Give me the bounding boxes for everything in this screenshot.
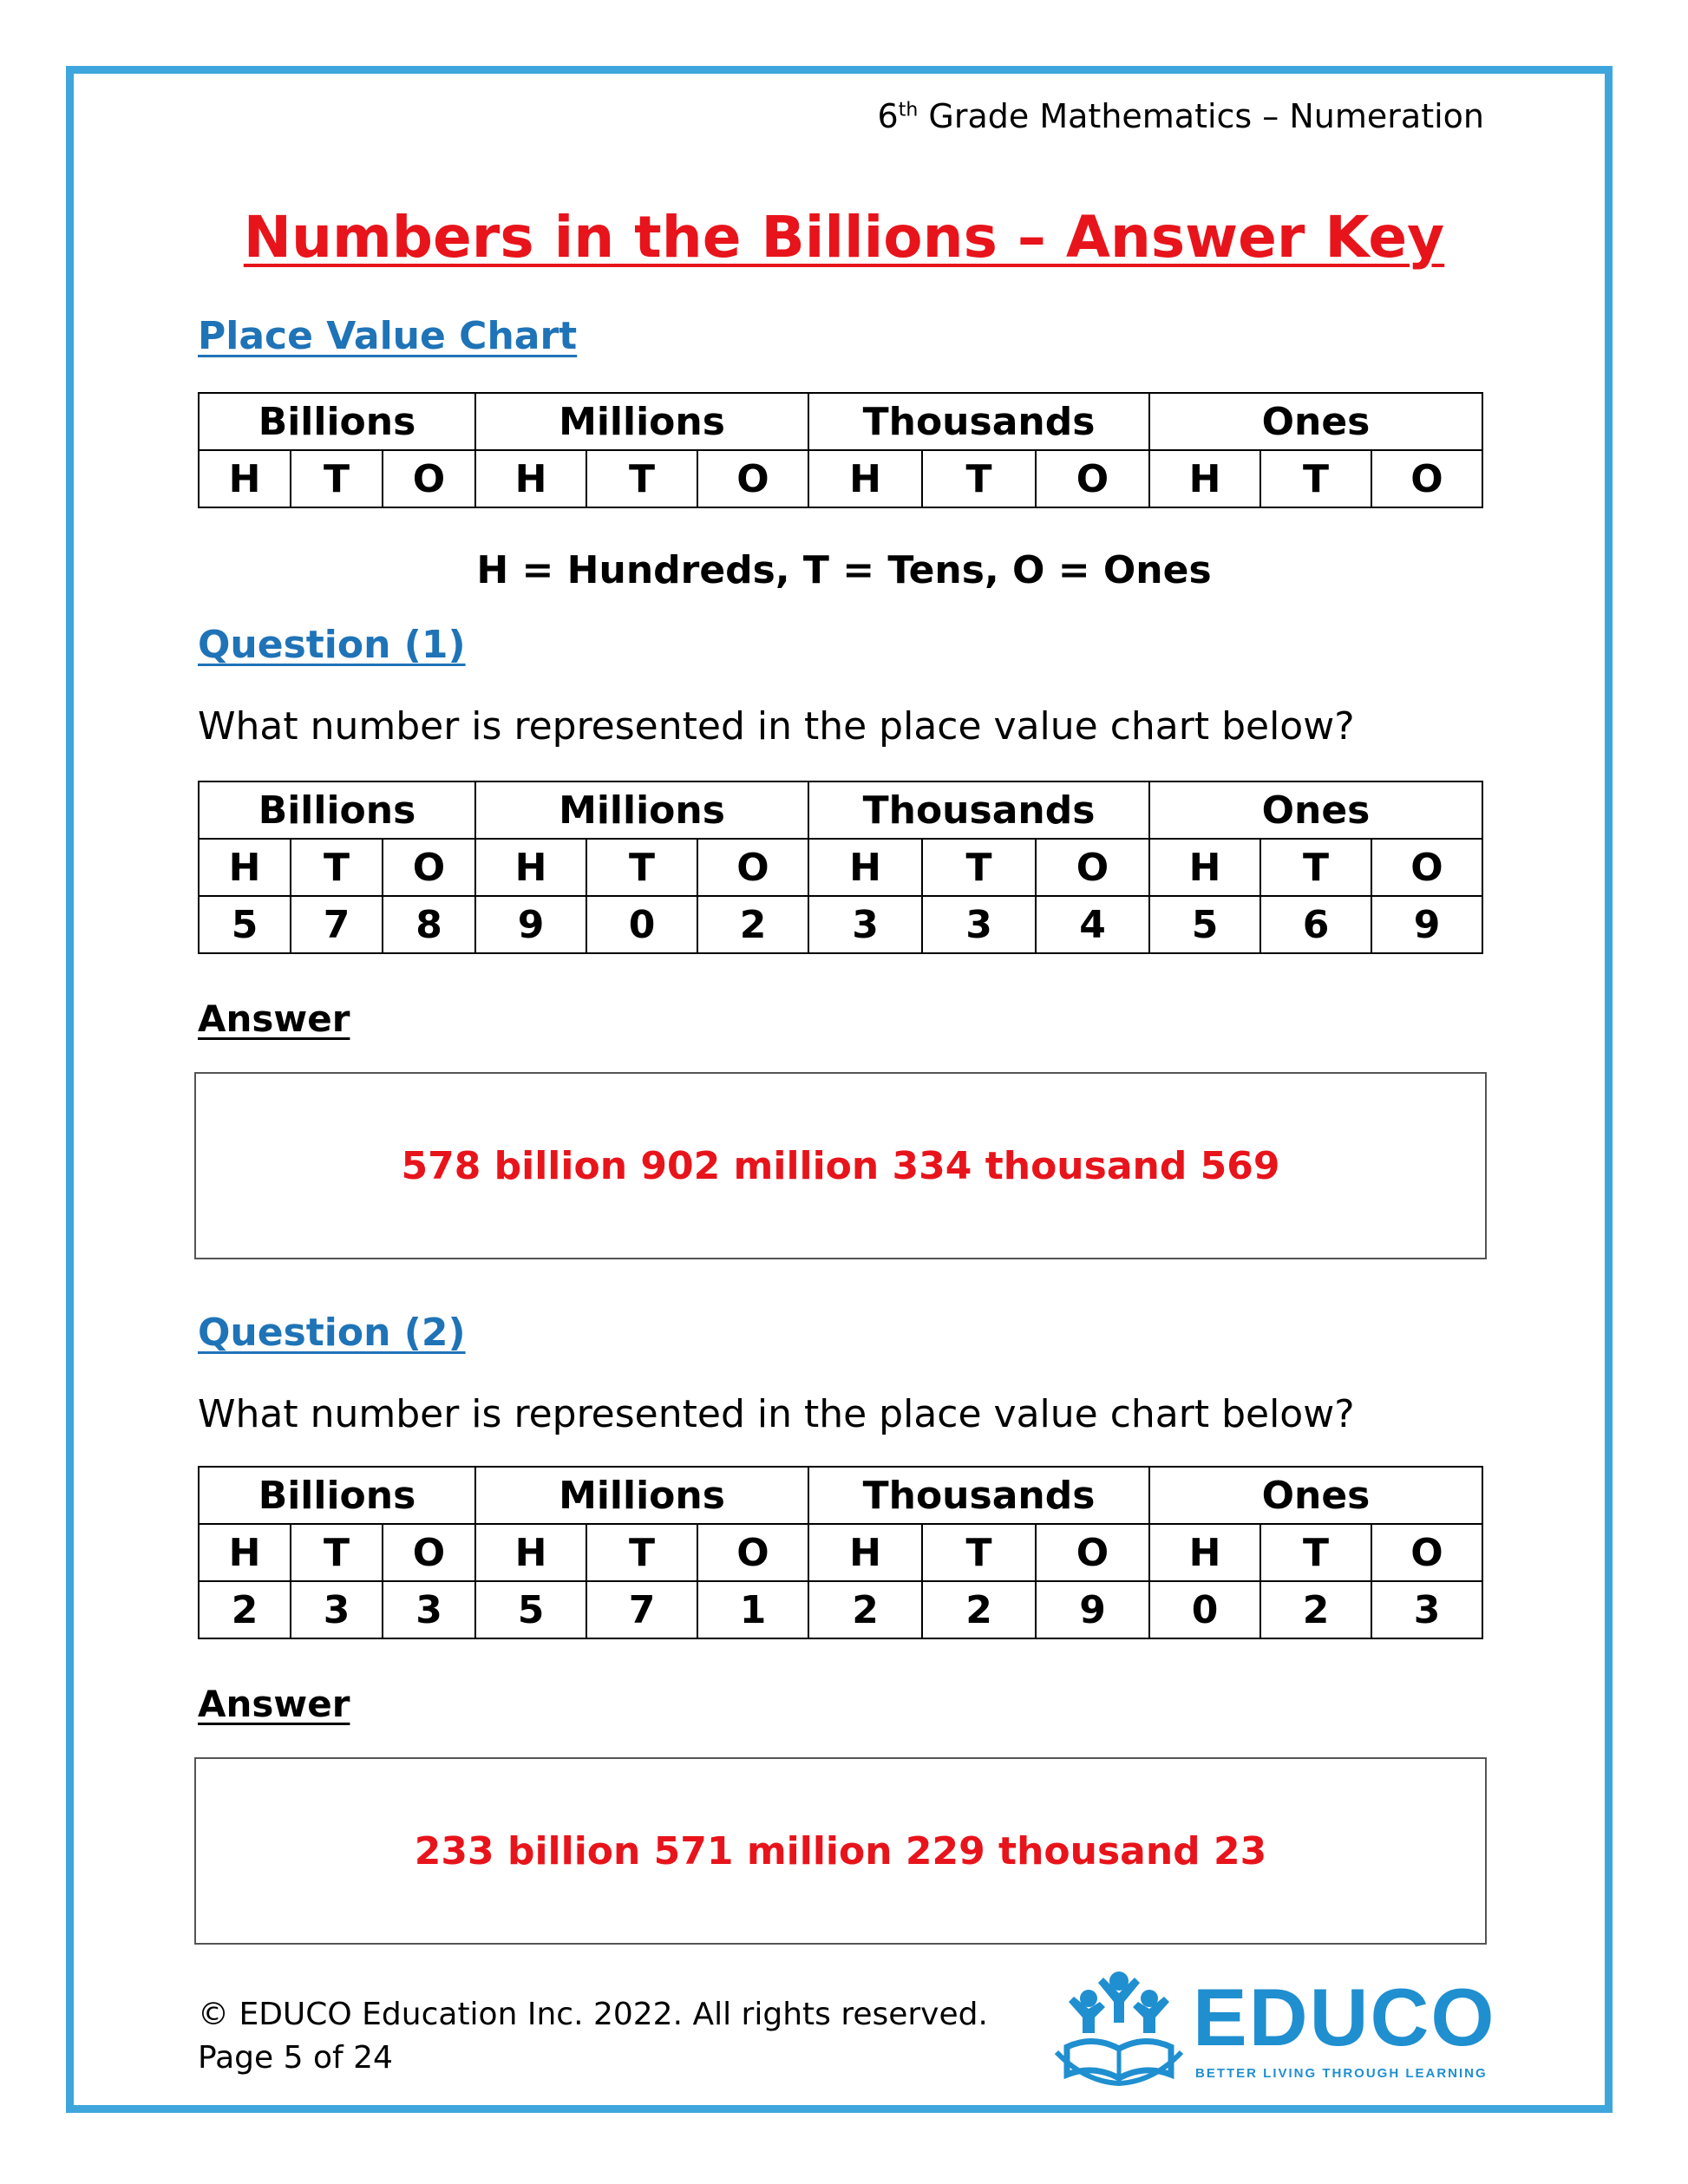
- column-header: H: [475, 450, 586, 507]
- group-millions: Millions: [475, 1467, 808, 1524]
- digit-cell: 2: [922, 1581, 1036, 1638]
- digit-cell: 3: [922, 896, 1036, 953]
- column-header: T: [291, 839, 383, 896]
- digit-cell: 8: [383, 896, 475, 953]
- question-2-answer-label: Answer: [198, 1683, 350, 1725]
- digit-cell: 3: [291, 1581, 383, 1638]
- question-2-answer-box: [194, 1757, 1487, 1945]
- question-2-heading: Question (2): [198, 1311, 466, 1355]
- column-header: T: [922, 450, 1036, 507]
- column-header: O: [1036, 839, 1149, 896]
- column-header: H: [475, 839, 586, 896]
- digit-cell: 2: [1260, 1581, 1371, 1638]
- column-header: T: [1260, 839, 1371, 896]
- question-1-answer-box: [194, 1072, 1487, 1259]
- digit-cell: 0: [1149, 1581, 1260, 1638]
- group-millions: Millions: [475, 781, 808, 839]
- column-header: H: [199, 450, 291, 507]
- column-header: O: [1036, 450, 1149, 507]
- digit-cell: 7: [291, 896, 383, 953]
- digit-cell: 9: [1036, 1581, 1149, 1638]
- column-header: T: [291, 450, 383, 507]
- question-1-chart: [198, 781, 1483, 954]
- educo-logo-tagline: BETTER LIVING THROUGH LEARNING: [1195, 2066, 1488, 2081]
- column-header: O: [1371, 450, 1482, 507]
- column-header: H: [808, 839, 922, 896]
- column-header: H: [475, 1524, 586, 1581]
- digit-cell: 4: [1036, 896, 1149, 953]
- column-header: T: [586, 450, 697, 507]
- digit-cell: 1: [697, 1581, 808, 1638]
- column-header: T: [586, 1524, 697, 1581]
- digit-cell: 3: [808, 896, 922, 953]
- digit-cell: 9: [1371, 896, 1482, 953]
- question-1-answer-label: Answer: [198, 997, 350, 1040]
- column-header: T: [291, 1524, 383, 1581]
- column-header: T: [922, 1524, 1036, 1581]
- column-header: O: [1036, 1524, 1149, 1581]
- digit-cell: 9: [475, 896, 586, 953]
- group-ones: Ones: [1149, 393, 1482, 450]
- question-2-prompt: What number is represented in the place value chart below?: [198, 1392, 1355, 1436]
- column-header: O: [1371, 839, 1482, 896]
- digit-cell: 2: [199, 1581, 291, 1638]
- column-header: H: [1149, 839, 1260, 896]
- place-value-heading: Place Value Chart: [198, 314, 578, 358]
- educo-logo-text: EDUCO: [1193, 1971, 1496, 2063]
- column-header: T: [922, 839, 1036, 896]
- digit-cell: 6: [1260, 896, 1371, 953]
- digit-cell: 3: [383, 1581, 475, 1638]
- digit-cell: 7: [586, 1581, 697, 1638]
- column-header: O: [697, 1524, 808, 1581]
- group-billions: Billions: [199, 393, 475, 450]
- educo-logo-icon: [1050, 1969, 1188, 2090]
- column-header: T: [1260, 1524, 1371, 1581]
- group-millions: Millions: [475, 393, 808, 450]
- column-header: T: [1260, 450, 1371, 507]
- header-subject: Grade Mathematics – Numeration: [928, 97, 1484, 135]
- group-thousands: Thousands: [808, 781, 1149, 839]
- place-value-legend: H = Hundreds, T = Tens, O = Ones: [476, 548, 1212, 592]
- page-number: Page 5 of 24: [198, 2040, 393, 2076]
- header-grade-suffix: th: [898, 99, 919, 121]
- header-grade: 6: [877, 97, 899, 135]
- column-header: O: [1371, 1524, 1482, 1581]
- column-header: H: [1149, 1524, 1260, 1581]
- educo-logo: [1050, 1969, 1496, 2090]
- question-2-chart: [198, 1466, 1483, 1639]
- digit-cell: 3: [1371, 1581, 1482, 1638]
- group-billions: Billions: [199, 1467, 475, 1524]
- column-header: T: [586, 839, 697, 896]
- column-header: O: [383, 450, 475, 507]
- group-thousands: Thousands: [808, 393, 1149, 450]
- column-header: O: [383, 1524, 475, 1581]
- question-1-prompt: What number is represented in the place value chart below?: [198, 704, 1355, 749]
- question-1-answer: 578 billion 902 million 334 thousand 569: [401, 1143, 1280, 1188]
- group-thousands: Thousands: [808, 1467, 1149, 1524]
- digit-cell: 0: [586, 896, 697, 953]
- digit-cell: 5: [199, 896, 291, 953]
- column-header: O: [383, 839, 475, 896]
- question-2-answer: 233 billion 571 million 229 thousand 23: [414, 1828, 1267, 1873]
- digit-cell: 5: [475, 1581, 586, 1638]
- group-ones: Ones: [1149, 1467, 1482, 1524]
- group-ones: Ones: [1149, 781, 1482, 839]
- question-1-heading: Question (1): [198, 623, 466, 667]
- column-header: O: [697, 450, 808, 507]
- column-header: H: [199, 1524, 291, 1581]
- column-header: H: [1149, 450, 1260, 507]
- column-header: O: [697, 839, 808, 896]
- page-title: Numbers in the Billions – Answer Key: [243, 204, 1445, 271]
- digit-cell: 2: [697, 896, 808, 953]
- header-title: [878, 97, 1484, 135]
- digit-cell: 2: [808, 1581, 922, 1638]
- digit-cell: 5: [1149, 896, 1260, 953]
- column-header: H: [199, 839, 291, 896]
- column-header: H: [808, 450, 922, 507]
- group-billions: Billions: [199, 781, 475, 839]
- place-value-chart: [198, 392, 1483, 508]
- copyright-text: © EDUCO Education Inc. 2022. All rights reserved.: [198, 1997, 988, 2032]
- column-header: H: [808, 1524, 922, 1581]
